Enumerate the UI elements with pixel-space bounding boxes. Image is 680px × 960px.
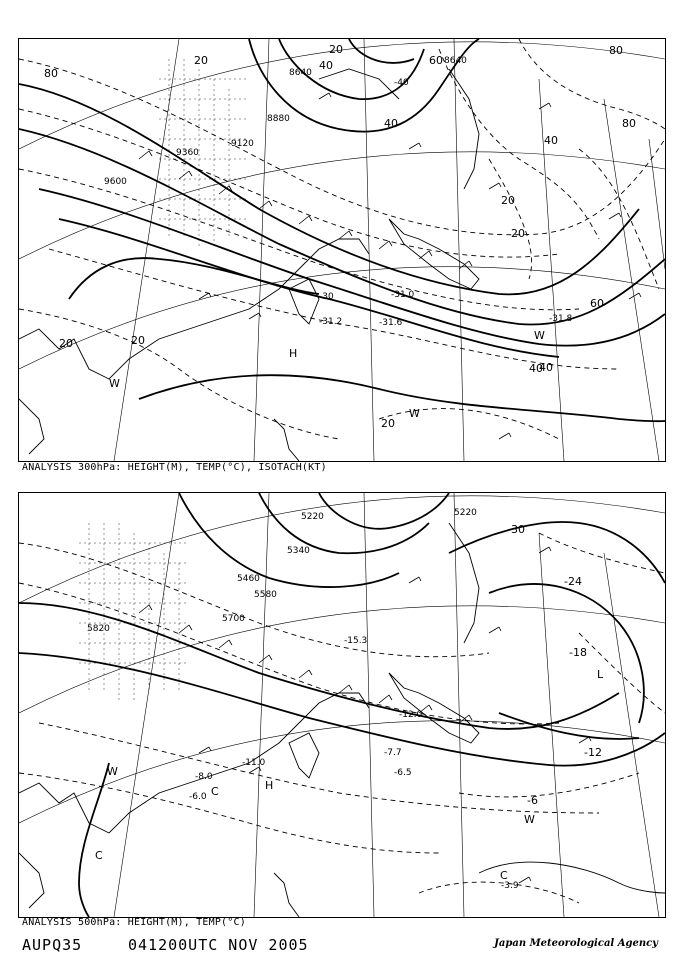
height-label: 9120 — [231, 139, 254, 149]
height-label: 9600 — [104, 177, 127, 187]
panel-caption-300hpa: ANALYSIS 300hPa: HEIGHT(M), TEMP(°C), ISOTACH(KT) — [22, 462, 327, 473]
temp-label: -6.5 — [394, 768, 412, 778]
isotach-label: 20 — [511, 227, 525, 240]
low-marker: L — [597, 668, 604, 681]
warm-marker: W — [109, 377, 120, 390]
temp-label: -12 — [584, 746, 602, 759]
warm-marker: W — [107, 765, 118, 778]
height-label: 5820 — [87, 624, 110, 634]
isotach-label: 20 — [501, 194, 515, 207]
temp-label: -30 — [319, 292, 334, 302]
agency-name: Japan Meteorological Agency — [494, 938, 658, 949]
temp-label: -40 — [394, 78, 409, 88]
height-label: 5340 — [287, 546, 310, 556]
temp-label: -18 — [569, 646, 587, 659]
temp-label: -8.0 — [195, 772, 213, 782]
high-marker: H — [289, 347, 298, 360]
chart-code: AUPQ35 — [22, 936, 83, 954]
isotach-label: 20 — [381, 417, 395, 430]
isotach-label: 20 — [59, 337, 73, 350]
cold-marker: C — [95, 849, 103, 862]
isotach-label: 40 — [539, 361, 553, 374]
high-marker: H — [265, 779, 274, 792]
isotach-label: 20 — [131, 334, 145, 347]
height-label: 8640 — [289, 68, 312, 78]
valid-time: 041200UTC NOV 2005 — [128, 936, 309, 954]
latlon-grid — [19, 493, 665, 917]
map-300hpa-canvas — [19, 39, 665, 461]
height-contours — [19, 39, 665, 421]
temp-label: -31.0 — [391, 290, 415, 300]
temp-label: -31.6 — [379, 318, 403, 328]
height-label: 5700 — [222, 614, 245, 624]
isotach-label: 80 — [622, 117, 636, 130]
isotach-label: 40 — [384, 117, 398, 130]
temp-label: -6 — [527, 794, 538, 807]
warm-marker: W — [534, 329, 545, 342]
temp-label: -31.8 — [549, 314, 573, 324]
temp-label: -3.9 — [501, 881, 519, 891]
height-label: 5460 — [237, 574, 260, 584]
height-label: 5220 — [301, 512, 324, 522]
coastlines — [19, 69, 479, 461]
isotach-label: 20 — [194, 54, 208, 67]
isotach-label: 20 — [329, 43, 343, 56]
height-label: 8640 — [444, 56, 467, 66]
warm-marker: W — [409, 407, 420, 420]
isotach-label: 40 — [544, 134, 558, 147]
analysis-500hpa-map — [18, 492, 666, 918]
temp-label: -31.2 — [319, 317, 343, 327]
height-contours — [19, 493, 665, 917]
map-500hpa-canvas — [19, 493, 665, 917]
warm-marker: W — [524, 813, 535, 826]
temp-label: -7.7 — [384, 748, 402, 758]
temp-label: -24 — [564, 575, 582, 588]
isotach-label: 80 — [609, 44, 623, 57]
temp-label: -15.3 — [344, 636, 368, 646]
temp-label: -12.0 — [399, 710, 423, 720]
isotach-label: 60 — [590, 297, 604, 310]
isotach-label: 40 — [319, 59, 333, 72]
isotach-label: 60 — [429, 54, 443, 67]
height-label: 5220 — [454, 508, 477, 518]
height-label: 5580 — [254, 590, 277, 600]
cold-marker: C — [500, 869, 508, 882]
isotach-label: 40 — [529, 362, 543, 375]
temp-label: -30 — [507, 523, 525, 536]
cold-marker: C — [211, 785, 219, 798]
height-label: 9360 — [176, 148, 199, 158]
panel-caption-500hpa: ANALYSIS 500hPa: HEIGHT(M), TEMP(°C) — [22, 917, 246, 928]
analysis-300hpa-map — [18, 38, 666, 462]
isotach-label: 80 — [44, 67, 58, 80]
wind-barbs — [139, 547, 591, 883]
height-label: 8880 — [267, 114, 290, 124]
temp-label: -11.0 — [242, 758, 266, 768]
temp-label: -6.0 — [189, 792, 207, 802]
